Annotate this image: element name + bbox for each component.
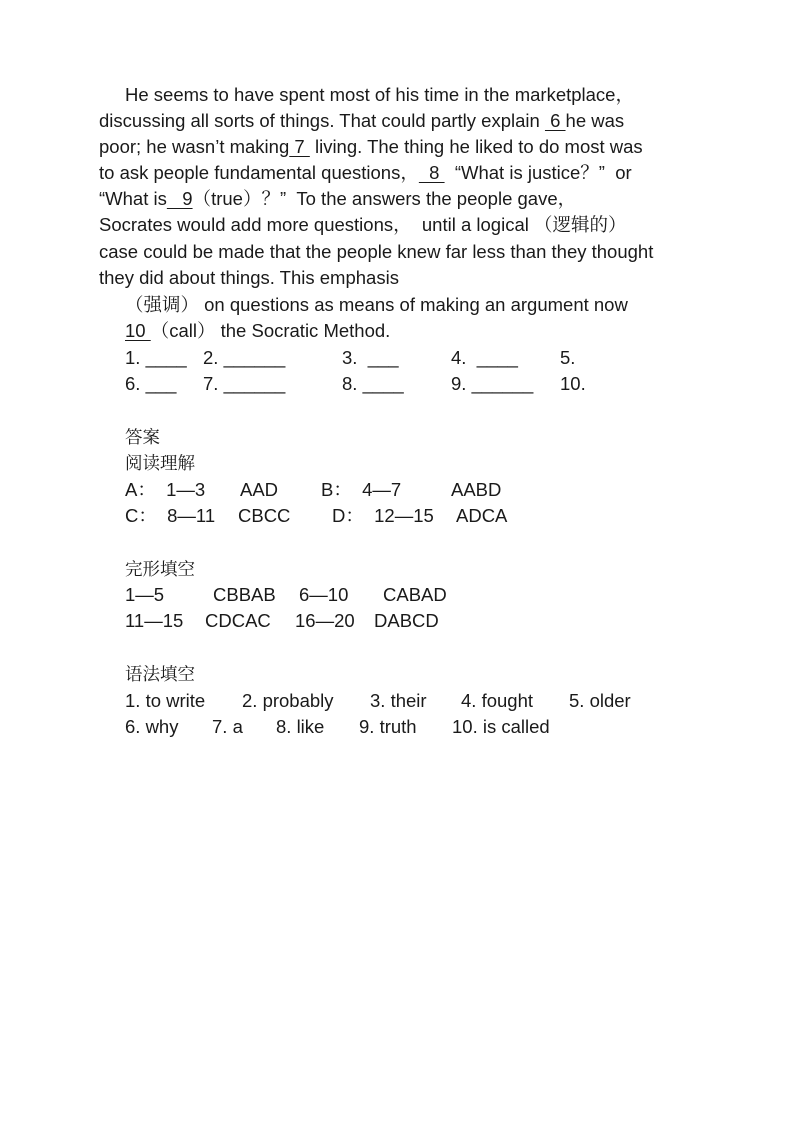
answers-heading: 答案 [125, 428, 160, 448]
text: “What is [99, 188, 167, 209]
text: （true）？” To the answers the people gave， [192, 188, 577, 209]
passage-line-10 [125, 320, 390, 342]
blank-answer-6: 6. ___ [125, 373, 177, 394]
blank-answer-9: 9. ______ [451, 373, 534, 394]
passage-line-5 [99, 188, 576, 210]
passage-line-7: case could be made that the people knew far less than they thought [99, 241, 654, 262]
grammar-answer-5: 5. older [569, 690, 631, 711]
blank-answer-5: 5. [560, 347, 576, 368]
passage-line-6: Socrates would add more questions， until a logical （逻辑的） [99, 214, 627, 235]
text: living. The thing he liked to do most was [309, 136, 643, 157]
blank-answer-7: 7. ______ [203, 373, 286, 394]
reading-range-c: C： 8—11 [125, 505, 216, 526]
grammar-title: 语法填空 [125, 665, 195, 685]
passage-line-1: He seems to have spent most of his time in the marketplace， [125, 84, 634, 105]
grammar-answer-1: 1. to write [125, 690, 206, 711]
passage-line-8: they did about things. This emphasis [99, 267, 399, 288]
blank-answer-8: 8. ____ [342, 373, 404, 394]
reading-range-a: A： 1—3 [125, 479, 206, 500]
reading-range-d: D： 12—15 [332, 505, 434, 526]
blank-9: 9 [166, 188, 193, 209]
grammar-answer-2: 2. probably [242, 690, 334, 711]
blank-answer-2: 2. ______ [203, 347, 286, 368]
cloze-answer-4: DABCD [374, 610, 439, 631]
blank-8: 8 [418, 162, 445, 183]
cloze-answer-3: CDCAC [205, 610, 271, 631]
reading-range-b: B： 4—7 [321, 479, 402, 500]
reading-title: 阅读理解 [125, 454, 195, 474]
grammar-answer-4: 4. fought [461, 690, 534, 711]
passage-line-2 [99, 110, 624, 132]
cloze-title: 完形填空 [125, 560, 195, 580]
text: he was [565, 110, 625, 131]
cloze-range-2: 6—10 [299, 584, 349, 605]
text: discussing all sorts of things. That could partly explain [99, 110, 545, 131]
reading-answer-c: CBCC [238, 505, 291, 526]
reading-answer-d: ADCA [456, 505, 508, 526]
blank-10: 10 [125, 320, 151, 341]
blank-answer-3: 3. ___ [342, 347, 399, 368]
cloze-answer-2: CABAD [383, 584, 447, 605]
text: （call） the Socratic Method. [150, 320, 391, 341]
reading-answer-b: AABD [451, 479, 502, 500]
text: poor; he wasn’t making [99, 136, 290, 157]
grammar-answer-7: 7. a [212, 716, 243, 737]
grammar-answer-9: 9. truth [359, 716, 417, 737]
passage-line-3 [99, 136, 643, 158]
passage-line-9: （强调） on questions as means of making an argument now [125, 294, 628, 315]
grammar-answer-6: 6. why [125, 716, 179, 737]
text: “What is justice？” or [444, 162, 632, 183]
grammar-answer-8: 8. like [276, 716, 325, 737]
blank-answer-1: 1. ____ [125, 347, 187, 368]
reading-answer-a: AAD [240, 479, 279, 500]
blank-6: 6 [544, 110, 566, 131]
cloze-range-3: 11—15 [125, 610, 184, 631]
blank-answer-4: 4. ____ [451, 347, 518, 368]
cloze-answer-1: CBBAB [213, 584, 276, 605]
grammar-answer-3: 3. their [370, 690, 427, 711]
cloze-range-4: 16—20 [295, 610, 355, 631]
blank-7: 7 [289, 136, 310, 157]
blank-answer-10: 10. [560, 373, 586, 394]
text: to ask people fundamental questions， [99, 162, 419, 183]
cloze-range-1: 1—5 [125, 584, 165, 605]
passage-line-4 [99, 162, 632, 184]
grammar-answer-10: 10. is called [452, 716, 550, 737]
